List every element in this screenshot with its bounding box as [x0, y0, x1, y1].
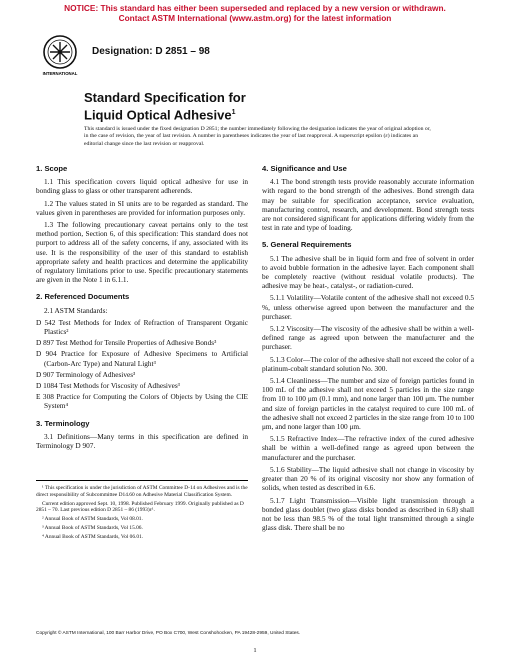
terminology-heading: 3. Terminology [36, 418, 90, 428]
section-referenced-documents [36, 292, 248, 410]
notice-line-2: Contact ASTM International (www.astm.org) for the latest information [118, 13, 392, 23]
copyright: Copyright © ASTM International, 100 Barr Harbor Drive, PO Box C700, West Conshohocken, PA 19428-2959, United States. [36, 631, 301, 636]
ref-d1084: D 1084 Test Methods for Viscosity of Adhesives³ [36, 381, 180, 391]
para-1-3: 1.3 The following precautionary caveat pertains only to the test method portion, Section 6, of this specification: This standard does not purport to address all of the safety concerns, if any, associated with its use. It is the responsibility of the user of this standard to establish appropriate safety and health practices and determine the applicability of regulatory limitations prior to use. Specific precautionary statements are given in the Note 1 in 6.1.1. [36, 220, 248, 285]
para-5-1-7: 5.1.7 Light Transmission—Visible light transmission through a bonded glass doublet (two glass disks bonded as described in 6.8) shall not be less than 98.5 % of the total light transmitted through a single glass disk. There shall be no [262, 495, 474, 533]
astm-logo [40, 34, 80, 76]
significance-heading: 4. Significance and Use [262, 164, 347, 173]
title-footnote-ref: 1 [231, 109, 236, 116]
section-scope [36, 164, 248, 284]
para-5-1-6: 5.1.6 Stability—The liquid adhesive shall not change in viscosity by greater than 20 % of its original viscosity nor show any formation of solids, when tested as described in 6.6. [262, 464, 474, 493]
footnote-1: ¹ This specification is under the jurisdiction of ASTM Committee D-14 on Adhesives and is the direct responsibility of Subcommittee D14.60 on Adhesive Material Classification System. [36, 485, 248, 498]
ref-e308: E 308 Practice for Computing the Colors of Objects by Using the CIE System⁴ [36, 392, 248, 411]
footnote-2: ² Annual Book of ASTM Standards, Vol 08.01. [42, 516, 143, 523]
document-title [84, 90, 246, 122]
ref-d542: D 542 Test Methods for Index of Refraction of Transparent Organic Plastics² [36, 317, 248, 337]
right-column [262, 164, 474, 540]
para-5-1: 5.1 The adhesive shall be in liquid form and free of solvent in order to avoid bubble formation in the adhesive layer. Each component shall be completely reactive (without residual volatile products). The adhesive may be heat-, catalyst-, or radiation-cured. [262, 253, 474, 291]
left-column [36, 164, 248, 458]
section-general-requirements [262, 240, 474, 532]
notice-line-1: NOTICE: This standard has either been superseded and replaced by a new version or withdrawn. [64, 3, 446, 13]
notice-banner [0, 3, 510, 23]
para-1-1: 1.1 This specification covers liquid optical adhesive for use in bonding glass to glass or other transparent adherends. [36, 177, 248, 196]
general-requirements-heading: 5. General Requirements [262, 240, 352, 250]
title-text: Liquid Optical Adhesive [84, 107, 232, 123]
para-3-1: 3.1 Definitions—Many terms in this specification are defined in Terminology D 907. [36, 431, 248, 451]
para-4-1: 4.1 The bond strength tests provide reasonably accurate information with regard to the bond strength of the adhesives. Bond strength data may be suitable for specification acceptance, service evaluation, manufacturing control, research, and development. Bond strength tests are not considered significant for applications differing widely from the test in rate and type of loading. [262, 177, 474, 233]
logo-text: INTERNATIONAL [42, 71, 78, 76]
ref-d907: D 907 Terminology of Adhesives³ [36, 369, 136, 379]
para-1-2: 1.2 The values stated in SI units are to be regarded as standard. The values given in parentheses are provided for information purposes only. [36, 198, 248, 217]
para-5-1-3: 5.1.3 Color—The color of the adhesive shall not exceed the color of a platinum-cobalt standard solution No. 300. [262, 354, 474, 373]
issued-note: This standard is issued under the fixed designation D 2851; the number immediately following the designation indicates the year of original adoption or, in the case of revision, the year of last revision. A number in parentheses indicates the year of last reapproval. A superscript epsilon (ε) indicates an editorial change since the last revision or reapproval. [84, 126, 431, 147]
para-5-1-4: 5.1.4 Cleanliness—The number and size of foreign particles found in 100 mL of the adhesive shall not exceed 5 particles in the size range from 10 to 100 μm (0.1 mm), and none larger than 100 μm. The number and size of foreign particles in the catalyst required to cure 100 mL of the adhesive shall not exceed 2 particles in the size range from 10 to 100 μm, and none larger than 100 μm. [262, 376, 474, 432]
scope-heading: 1. Scope [36, 164, 68, 173]
title-line-2 [84, 105, 246, 122]
section-significance [262, 164, 474, 232]
ref-d904: D 904 Practice for Exposure of Adhesive Specimens to Artificial (Carbon-Arc Type) and Natural Light³ [36, 349, 248, 368]
ref-d897: D 897 Test Method for Tensile Properties of Adhesive Bonds³ [36, 338, 217, 348]
title-line-1: Standard Specification for [84, 90, 246, 105]
footnote-4: ⁴ Annual Book of ASTM Standards, Vol 06.01. [42, 533, 144, 540]
para-5-1-5: 5.1.5 Refractive Index—The refractive index of the cured adhesive shall be within a well-defined range as agreed upon between the manufacturer and the purchaser. [262, 434, 474, 462]
designation: Designation: D 2851 – 98 [92, 46, 210, 57]
footnote-1-edition: Current edition approved Sept. 10, 1998. Published February 1999. Originally published as D 2851 – 70. Last previous edition D 2851 – 86 (1993)ε¹. [36, 500, 244, 514]
refs-heading: 2. Referenced Documents [36, 292, 130, 302]
section-terminology [36, 419, 248, 451]
footnotes [36, 480, 248, 543]
para-5-1-2: 5.1.2 Viscosity—The viscosity of the adhesive shall be within a well-defined range as agreed upon between the manufacturer and the purchaser. [262, 324, 474, 352]
para-2-1: 2.1 ASTM Standards: [44, 305, 108, 315]
page-number: 1 [253, 647, 257, 654]
footnote-3: ³ Annual Book of ASTM Standards, Vol 15.06. [42, 524, 143, 531]
para-5-1-1: 5.1.1 Volatility—Volatile content of the adhesive shall not exceed 0.5 %, unless otherwise agreed upon between the manufacturer and the purchaser. [262, 293, 474, 321]
